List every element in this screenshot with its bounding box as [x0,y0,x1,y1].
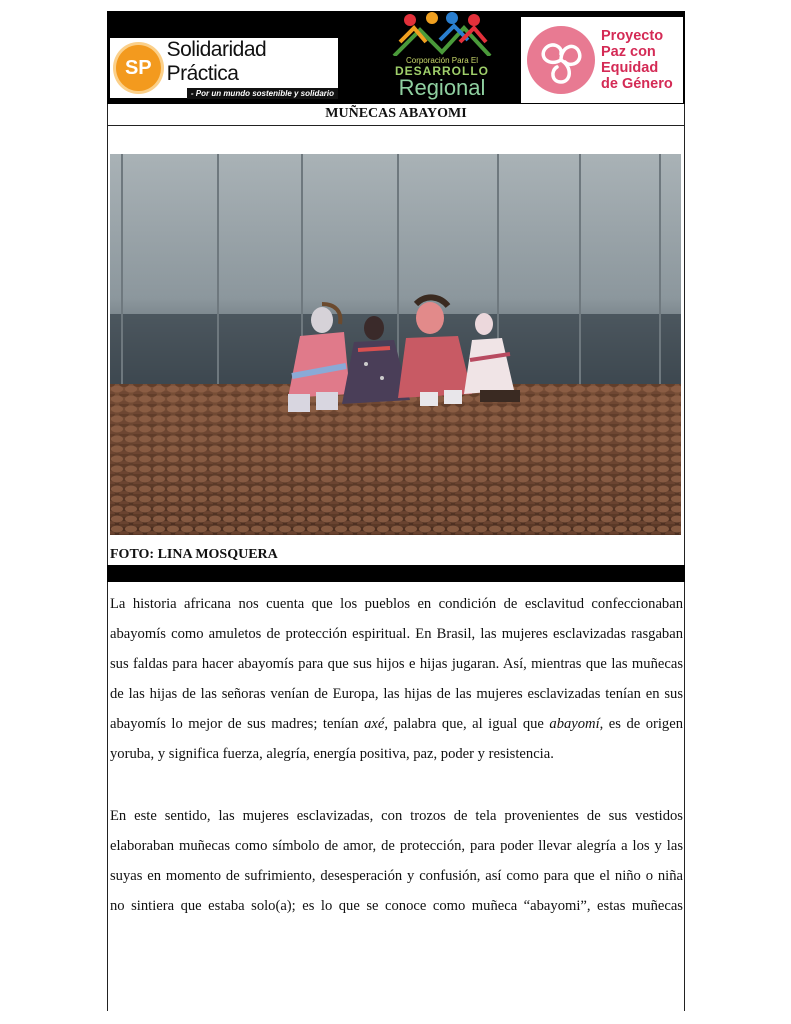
p2-line2: elaboraban muñecas como símbolo de amor, de protección, para poder llevar alegría a los y las [110,838,683,854]
p1-line5-e: , es de origen [599,716,683,732]
p2-line4: no sintiera que estaba solo(a); es lo que se conoce como muñeca “abayomi”, estas muñecas [110,898,683,914]
sp-sun-icon [116,45,161,91]
paragraph-1 [110,589,683,769]
sp-name: Solidaridad Práctica [167,38,338,86]
p2-line3: suyas en momento de sufrimiento, desesperación y confusión, así como para que el niño o niña [110,868,683,884]
dolls-on-cocoa-beans-image [110,154,681,535]
ppeg-line3: Equidad [601,60,659,76]
sp-initials: SP [124,56,152,79]
paz-equidad-logo [521,17,683,103]
people-figures-icon [390,12,494,56]
p1-line5-c: , palabra que, al igual que [384,716,550,732]
p2-line1: En este sentido, las mujeres esclavizadas, con trozos de tela provenientes de sus vestidos [110,808,683,824]
ppeg-line4: de Género [601,76,673,92]
p1-line3: sus faldas para hacer abayomís para que sus hijos e hijas jugaran. Así, mientras que las muñecas [110,656,683,672]
p1-line2: abayomís como amuletos de protección espiritual. En Brasil, las mujeres esclavizadas rasgaban [110,626,683,642]
paragraph-2 [110,801,683,921]
p1-line5 [110,709,683,739]
article-title: MUÑECAS ABAYOMI [325,106,467,121]
title-divider [107,125,685,126]
dolls-photo [110,154,681,535]
p1-line5-a: abayomís lo mejor de sus madres; tenían [110,716,365,732]
triskelion-icon [525,24,597,96]
sp-tagline: - Por un mundo sostenible y solidario [187,88,338,99]
p1-line6: yoruba, y significa fuerza, alegría, energía positiva, paz, poder y resistencia. [110,746,554,762]
caption-divider-bar [107,565,685,582]
desarrollo-regional-logo [386,12,498,102]
p1-axe-italic: axé [364,716,385,732]
ppeg-line1: Proyecto [601,28,664,44]
cdr-line1: Corporación Para El [405,56,479,65]
p1-line4: de las hijas de las señoras venían de Europa, las hijas de las mujeres esclavizadas tenían en sus [110,686,683,702]
photo-caption: FOTO: LINA MOSQUERA [110,547,278,562]
cdr-line2: DESARROLLO [395,64,489,78]
ppeg-line2: Paz con [601,44,656,60]
p1-abayomi-italic: abayomí [549,716,600,732]
p1-line1: La historia africana nos cuenta que los pueblos en condición de esclavitud confeccionaban [110,596,683,612]
solidaridad-practica-logo [110,38,338,98]
cdr-line3: Regional [398,75,486,100]
